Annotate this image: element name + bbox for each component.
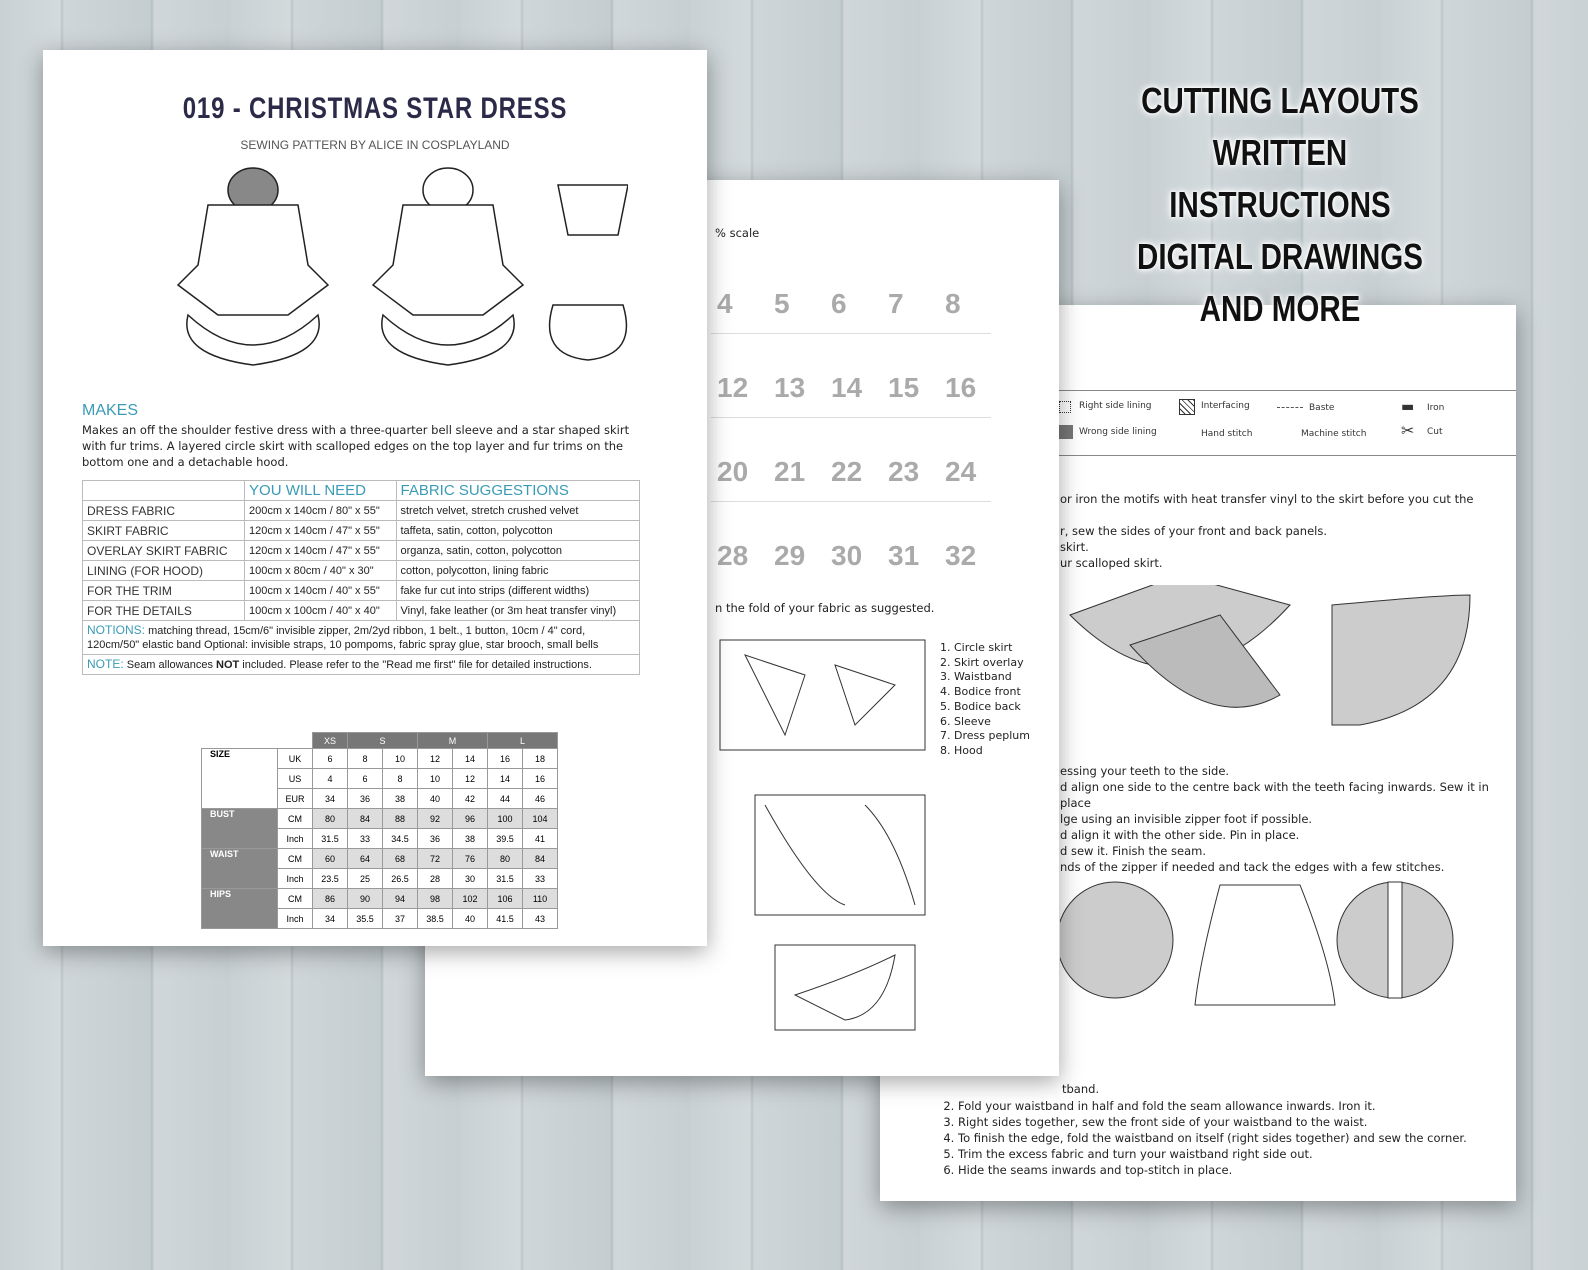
size-value: 33 <box>523 869 558 889</box>
size-value: 23.5 <box>313 869 348 889</box>
unit-label: CM <box>278 809 313 829</box>
instruction-line: ur scalloped skirt. <box>1060 556 1163 570</box>
unit-label: CM <box>278 889 313 909</box>
instruction-line: d align it with the other side. Pin in place. <box>1060 828 1300 842</box>
legend-label: Interfacing <box>1201 401 1250 411</box>
material-cell: taffeta, satin, cotton, polycotton <box>396 521 640 541</box>
size-value: 10 <box>418 769 453 789</box>
material-label: FOR THE TRIM <box>83 581 245 601</box>
material-cell: 120cm x 140cm / 47" x 55" <box>245 541 396 561</box>
zipper-illustrations <box>1060 880 1480 1010</box>
instruction-step: 6. Hide the seams inwards and top-stitch in place. <box>958 1162 1467 1178</box>
tile-number: 16 <box>945 372 977 403</box>
size-value: 40 <box>418 789 453 809</box>
measurement-label: SIZE <box>202 749 278 809</box>
size-value: 18 <box>523 749 558 769</box>
size-value: 34 <box>313 909 348 929</box>
size-row <box>202 809 558 829</box>
size-value: 34.5 <box>383 829 418 849</box>
material-cell: stretch velvet, stretch crushed velvet <box>396 501 640 521</box>
measurement-label: HIPS <box>202 889 278 929</box>
note-text: included. Please refer to the "Read me first" file for detailed instructions. <box>239 659 592 671</box>
size-value: 80 <box>488 849 523 869</box>
dress-drawings <box>168 165 628 375</box>
piece-item: 3. Waistband <box>940 670 1030 685</box>
feature-line: WRITTEN INSTRUCTIONS <box>1169 132 1391 225</box>
material-label: OVERLAY SKIRT FABRIC <box>83 541 245 561</box>
page-title: 019 - CHRISTMAS STAR DRESS <box>182 92 568 125</box>
size-value: 106 <box>488 889 523 909</box>
legend-label: Wrong side lining <box>1079 427 1157 437</box>
interfacing-swatch <box>1179 399 1195 415</box>
size-value: 100 <box>488 809 523 829</box>
feature-line: AND MORE <box>1199 288 1361 329</box>
size-value: 43 <box>523 909 558 929</box>
size-value: 12 <box>453 769 488 789</box>
unit-label: Inch <box>278 869 313 889</box>
tile-number: 6 <box>831 288 847 319</box>
size-value: 44 <box>488 789 523 809</box>
instruction-line: essing your teeth to the side. <box>1060 764 1230 778</box>
legend-label: Right side lining <box>1079 401 1152 411</box>
size-value: 42 <box>453 789 488 809</box>
material-label: FOR THE DETAILS <box>83 601 245 621</box>
tile-number: 32 <box>945 540 977 571</box>
size-value: 38 <box>453 829 488 849</box>
size-value: 31.5 <box>313 829 348 849</box>
material-cell: 120cm x 140cm / 47" x 55" <box>245 521 396 541</box>
material-cell: 100cm x 140cm / 40" x 55" <box>245 581 396 601</box>
measurement-label: BUST <box>202 809 278 849</box>
tile-number: 15 <box>888 372 920 403</box>
materials-row <box>83 501 640 521</box>
note-label: NOTE: <box>87 657 124 671</box>
measurement-label: WAIST <box>202 849 278 889</box>
feature-line: DIGITAL DRAWINGS <box>1137 236 1423 277</box>
right-side-lining-swatch <box>1059 401 1071 413</box>
size-row <box>202 749 558 769</box>
material-cell: cotton, polycotton, lining fabric <box>396 561 640 581</box>
instruction-line: r, sew the sides of your front and back panels. <box>1060 524 1327 538</box>
tile-number: 24 <box>945 456 977 487</box>
symbol-legend <box>1050 390 1516 456</box>
size-group: S <box>348 733 418 749</box>
tile-number: 30 <box>831 540 863 571</box>
size-value: 38 <box>383 789 418 809</box>
material-cell: organza, satin, cotton, polycotton <box>396 541 640 561</box>
note-emphasis: NOT <box>216 659 240 671</box>
tile-number: 21 <box>774 456 806 487</box>
size-value: 35.5 <box>348 909 383 929</box>
instruction-line: skirt. <box>1060 540 1089 554</box>
size-row <box>202 849 558 869</box>
size-value: 14 <box>453 749 488 769</box>
size-row <box>202 889 558 909</box>
instruction-line: lge using an invisible zipper foot if possible. <box>1060 812 1313 826</box>
size-value: 31.5 <box>488 869 523 889</box>
tile-number: 14 <box>831 372 863 403</box>
materials-row <box>83 561 640 581</box>
scissors-icon: ✂ <box>1401 421 1415 440</box>
piece-item: 7. Dress peplum <box>940 729 1030 744</box>
unit-label: UK <box>278 749 313 769</box>
tile-number: 20 <box>717 456 749 487</box>
size-value: 14 <box>488 769 523 789</box>
size-value: 41.5 <box>488 909 523 929</box>
makes-description: Makes an off the shoulder festive dress with a three-quarter bell sleeve and a star shaped skirt with fur trims. A layered circle skirt with scalloped edges on the top layer and fur trims on the bottom one and a detachable hood. <box>82 423 630 469</box>
wrong-side-lining-swatch <box>1059 425 1073 439</box>
size-value: 33 <box>348 829 383 849</box>
material-cell: Vinyl, fake leather (or 3m heat transfer vinyl) <box>396 601 640 621</box>
size-value: 84 <box>348 809 383 829</box>
size-value: 41 <box>523 829 558 849</box>
size-value: 34 <box>313 789 348 809</box>
piece-item: 8. Hood <box>940 744 1030 759</box>
tile-number: 8 <box>945 288 961 319</box>
materials-row <box>83 581 640 601</box>
size-group: M <box>418 733 488 749</box>
size-value: 30 <box>453 869 488 889</box>
piece-item: 6. Sleeve <box>940 715 1030 730</box>
size-value: 76 <box>453 849 488 869</box>
fold-instruction: n the fold of your fabric as suggested. <box>715 601 935 615</box>
legend-label: Iron <box>1427 403 1445 413</box>
size-value: 6 <box>348 769 383 789</box>
materials-row <box>83 601 640 621</box>
size-value: 110 <box>523 889 558 909</box>
instruction-step: 5. Trim the excess fabric and turn your waistband right side out. <box>958 1146 1467 1162</box>
materials-row <box>83 521 640 541</box>
notions-label: NOTIONS: <box>87 623 146 637</box>
size-value: 25 <box>348 869 383 889</box>
size-value: 72 <box>418 849 453 869</box>
materials-table <box>82 480 640 675</box>
size-value: 12 <box>418 749 453 769</box>
size-value: 90 <box>348 889 383 909</box>
tile-number: 22 <box>831 456 863 487</box>
piece-item: 4. Bodice front <box>940 685 1030 700</box>
size-value: 26.5 <box>383 869 418 889</box>
size-value: 4 <box>313 769 348 789</box>
size-value: 28 <box>418 869 453 889</box>
feature-line: CUTTING LAYOUTS <box>1141 80 1419 121</box>
piece-item: 1. Circle skirt <box>940 641 1030 656</box>
instruction-text: or iron the motifs with heat transfer vinyl to the skirt before you cut the <box>1060 492 1474 506</box>
material-cell: 100cm x 100cm / 40" x 40" <box>245 601 396 621</box>
materials-row <box>83 541 640 561</box>
cutting-layout-diagrams <box>715 635 930 1035</box>
size-value: 60 <box>313 849 348 869</box>
size-value: 16 <box>488 749 523 769</box>
size-value: 104 <box>523 809 558 829</box>
tile-number: 13 <box>774 372 806 403</box>
size-value: 16 <box>523 769 558 789</box>
unit-label: CM <box>278 849 313 869</box>
piece-item: 5. Bodice back <box>940 700 1030 715</box>
size-group: L <box>488 733 558 749</box>
size-value: 38.5 <box>418 909 453 929</box>
baste-line <box>1277 407 1303 408</box>
instruction-line: d align one side to the centre back with the teeth facing inwards. Sew it in place <box>1060 780 1489 810</box>
page-subtitle: SEWING PATTERN BY ALICE IN COSPLAYLAND <box>240 138 510 152</box>
size-value: 64 <box>348 849 383 869</box>
tile-number: 31 <box>888 540 920 571</box>
unit-label: EUR <box>278 789 313 809</box>
instruction-step: 3. Right sides together, sew the front side of your waistband to the waist. <box>958 1114 1467 1130</box>
iron-icon: ▬ <box>1401 399 1415 415</box>
column-header: FABRIC SUGGESTIONS <box>396 481 640 501</box>
instruction-step: 2. Fold your waistband in half and fold the seam allowance inwards. Iron it. <box>958 1098 1467 1114</box>
makes-heading: MAKES <box>82 402 139 419</box>
legend-label: Baste <box>1309 403 1335 413</box>
tile-number: 12 <box>717 372 749 403</box>
column-header: YOU WILL NEED <box>245 481 396 501</box>
size-value: 92 <box>418 809 453 829</box>
size-value: 36 <box>418 829 453 849</box>
tile-number: 4 <box>717 288 733 319</box>
skirt-illustrations <box>1060 585 1480 745</box>
size-value: 39.5 <box>488 829 523 849</box>
size-group: XS <box>313 733 348 749</box>
size-value: 94 <box>383 889 418 909</box>
material-label: DRESS FABRIC <box>83 501 245 521</box>
size-value: 36 <box>348 789 383 809</box>
scale-text: % scale <box>715 226 760 240</box>
unit-label: Inch <box>278 909 313 929</box>
size-value: 8 <box>383 769 418 789</box>
tile-number: 23 <box>888 456 920 487</box>
material-label: LINING (FOR HOOD) <box>83 561 245 581</box>
size-value: 10 <box>383 749 418 769</box>
size-value: 6 <box>313 749 348 769</box>
size-value: 86 <box>313 889 348 909</box>
size-value: 80 <box>313 809 348 829</box>
material-cell: 100cm x 80cm / 40" x 30" <box>245 561 396 581</box>
size-value: 68 <box>383 849 418 869</box>
size-chart <box>201 732 558 929</box>
instruction-line: nds of the zipper if needed and tack the edges with a few stitches. <box>1060 860 1445 874</box>
legend-label: Hand stitch <box>1201 429 1253 439</box>
legend-label: Cut <box>1427 427 1443 437</box>
legend-label: Machine stitch <box>1301 429 1367 439</box>
size-value: 84 <box>523 849 558 869</box>
piece-list <box>940 641 1030 759</box>
material-cell: 200cm x 140cm / 80" x 55" <box>245 501 396 521</box>
cover-page <box>43 50 707 946</box>
material-label: SKIRT FABRIC <box>83 521 245 541</box>
instruction-step: 4. To finish the edge, fold the waistband on itself (right sides together) and sew the corner. <box>958 1130 1467 1146</box>
unit-label: US <box>278 769 313 789</box>
size-value: 96 <box>453 809 488 829</box>
tile-number: 7 <box>888 288 904 319</box>
size-value: 88 <box>383 809 418 829</box>
tile-number: 28 <box>717 540 749 571</box>
unit-label: Inch <box>278 829 313 849</box>
size-value: 98 <box>418 889 453 909</box>
tile-number: 29 <box>774 540 806 571</box>
instruction-line: d sew it. Finish the seam. <box>1060 844 1206 858</box>
size-value: 46 <box>523 789 558 809</box>
size-value: 37 <box>383 909 418 929</box>
tile-number: 5 <box>774 288 790 319</box>
size-value: 102 <box>453 889 488 909</box>
piece-item: 2. Skirt overlay <box>940 656 1030 671</box>
instruction-line: tband. <box>1062 1082 1100 1096</box>
material-cell: fake fur cut into strips (different widths) <box>396 581 640 601</box>
feature-banner <box>1132 75 1427 335</box>
size-value: 8 <box>348 749 383 769</box>
note-text: Seam allowances <box>126 659 217 671</box>
size-value: 40 <box>453 909 488 929</box>
notions-text: matching thread, 15cm/6" invisible zipper, 2m/2yd ribbon, 1 belt., 1 button, 10cm / 4" cord, 120cm/50" elastic band Optional: invisible straps, 10 pompoms, fabric spray glue, star brooch, small bells <box>87 625 599 651</box>
